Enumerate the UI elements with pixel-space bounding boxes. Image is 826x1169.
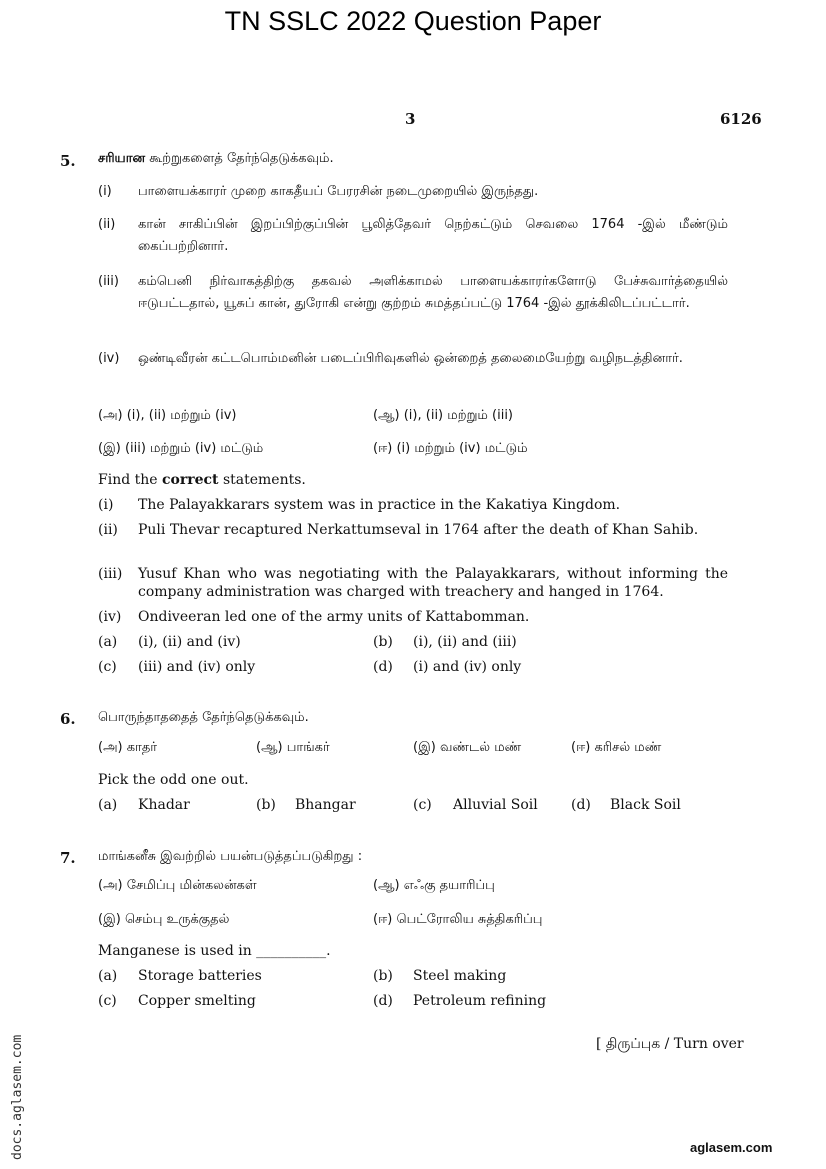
item-label: (iv) (98, 609, 122, 625)
item-label: (iii) (98, 566, 123, 582)
option-tamil[interactable]: (அ) சேமிப்பு மின்கலன்கள் (98, 878, 257, 893)
item-label: (i) (98, 497, 114, 513)
option-tamil[interactable]: (ஈ) (i) மற்றும் (iv) மட்டும் (373, 441, 528, 456)
item-label: (ii) (98, 522, 118, 538)
option-english[interactable]: (i) and (iv) only (413, 659, 522, 675)
question-number: 6. (60, 710, 76, 728)
page-header-title: TN SSLC 2022 Question Paper (224, 6, 602, 36)
option-label: (c) (98, 659, 117, 675)
turn-over-note: [ திருப்புக / Turn over (596, 1036, 744, 1052)
title-bold-word: சரியான (98, 151, 146, 166)
question-title-english: Manganese is used in __________. (98, 943, 331, 959)
option-english[interactable]: (i), (ii) and (iii) (413, 634, 517, 650)
option-label: (b) (373, 968, 393, 984)
statement-tamil: கான் சாகிப்பின் இறப்பிற்குப்பின் பூலித்தேவர் நெற்கட்டும் செவலை 1764 -இல் மீண்டும் கைப்பற்றினார். (138, 217, 728, 254)
question-number: 5. (60, 152, 76, 170)
option-label: (d) (373, 993, 393, 1009)
brand-footer: aglasem.com (690, 1140, 773, 1155)
option-label: (c) (413, 797, 432, 813)
option-tamil[interactable]: (ஆ) (i), (ii) மற்றும் (iii) (373, 408, 514, 423)
option-english[interactable]: Bhangar (295, 797, 356, 813)
statement-english: Ondiveeran led one of the army units of Kattabomman. (138, 609, 530, 625)
option-tamil[interactable]: (இ) (iii) மற்றும் (iv) மட்டும் (98, 441, 264, 456)
option-label: (a) (98, 797, 118, 813)
option-english[interactable]: Copper smelting (138, 993, 256, 1009)
option-english[interactable]: Black Soil (610, 797, 681, 813)
paper-code: 6126 (720, 110, 762, 128)
item-label: (iii) (98, 274, 119, 289)
question-title-english: Find the correct statements. (98, 472, 306, 488)
option-tamil[interactable]: (அ) காதர் (98, 740, 158, 755)
option-label: (b) (256, 797, 276, 813)
statement-english: The Palayakkarars system was in practice in the Kakatiya Kingdom. (138, 497, 621, 513)
statement-english: Yusuf Khan who was negotiating with the Palayakkarars, without informing the company administration was charged with treachery and hanged in 1764. (138, 566, 728, 600)
question-title-english: Pick the odd one out. (98, 772, 249, 788)
option-label: (d) (373, 659, 393, 675)
option-english[interactable]: Khadar (138, 797, 190, 813)
option-tamil[interactable]: (ஈ) கரிசல் மண் (571, 740, 662, 755)
question-title-tamil: சரியான கூற்றுகளைத் தேர்ந்தெடுக்கவும். (98, 151, 334, 166)
statement-english: Puli Thevar recaptured Nerkattumseval in 1764 after the death of Khan Sahib. (138, 522, 699, 538)
option-english[interactable]: Steel making (413, 968, 507, 984)
option-label: (a) (98, 634, 118, 650)
question-title-tamil: பொருந்தாததைத் தேர்ந்தெடுக்கவும். (98, 710, 309, 725)
option-english[interactable]: (iii) and (iv) only (138, 659, 256, 675)
side-watermark: docs.aglasem.com (10, 1034, 25, 1160)
option-tamil[interactable]: (ஈ) பெட்ரோலிய சுத்திகரிப்பு (373, 912, 543, 927)
item-label: (ii) (98, 217, 116, 232)
item-label: (i) (98, 184, 112, 199)
option-label: (d) (571, 797, 591, 813)
option-tamil[interactable]: (அ) (i), (ii) மற்றும் (iv) (98, 408, 237, 423)
option-tamil[interactable]: (ஆ) பாங்கர் (256, 740, 330, 755)
option-label: (a) (98, 968, 118, 984)
option-english[interactable]: Storage batteries (138, 968, 262, 984)
option-tamil[interactable]: (ஆ) எஃகு தயாரிப்பு (373, 878, 495, 893)
option-english[interactable]: (i), (ii) and (iv) (138, 634, 241, 650)
question-title-tamil: மாங்கனீசு இவற்றில் பயன்படுத்தப்படுகிறது : (98, 849, 363, 864)
question-number: 7. (60, 849, 76, 867)
item-label: (iv) (98, 351, 120, 366)
statement-tamil: ஒண்டிவீரன் கட்டபொம்மனின் படைப்பிரிவுகளில் ஒன்றைத் தலைமையேற்று வழிநடத்தினார். (138, 351, 683, 366)
page-number: 3 (405, 110, 416, 128)
option-english[interactable]: Alluvial Soil (453, 797, 538, 813)
statement-tamil: பாளையக்காரர் முறை காகதீயப் பேரரசின் நடைமுறையில் இருந்தது. (138, 184, 539, 199)
option-label: (b) (373, 634, 393, 650)
statement-tamil: கம்பெனி நிர்வாகத்திற்கு தகவல் அளிக்காமல் பாளையக்காரர்களோடு பேச்சுவார்த்தையில் ஈடுபட்டதால், யூசுப் கான், துரோகி என்று குற்றம் சுமத்தப்பட்டு 1764 -இல் தூக்கிலிடப்பட்டார். (138, 274, 728, 311)
option-english[interactable]: Petroleum refining (413, 993, 547, 1009)
option-tamil[interactable]: (இ) வண்டல் மண் (413, 740, 522, 755)
option-tamil[interactable]: (இ) செம்பு உருக்குதல் (98, 912, 230, 927)
option-label: (c) (98, 993, 117, 1009)
